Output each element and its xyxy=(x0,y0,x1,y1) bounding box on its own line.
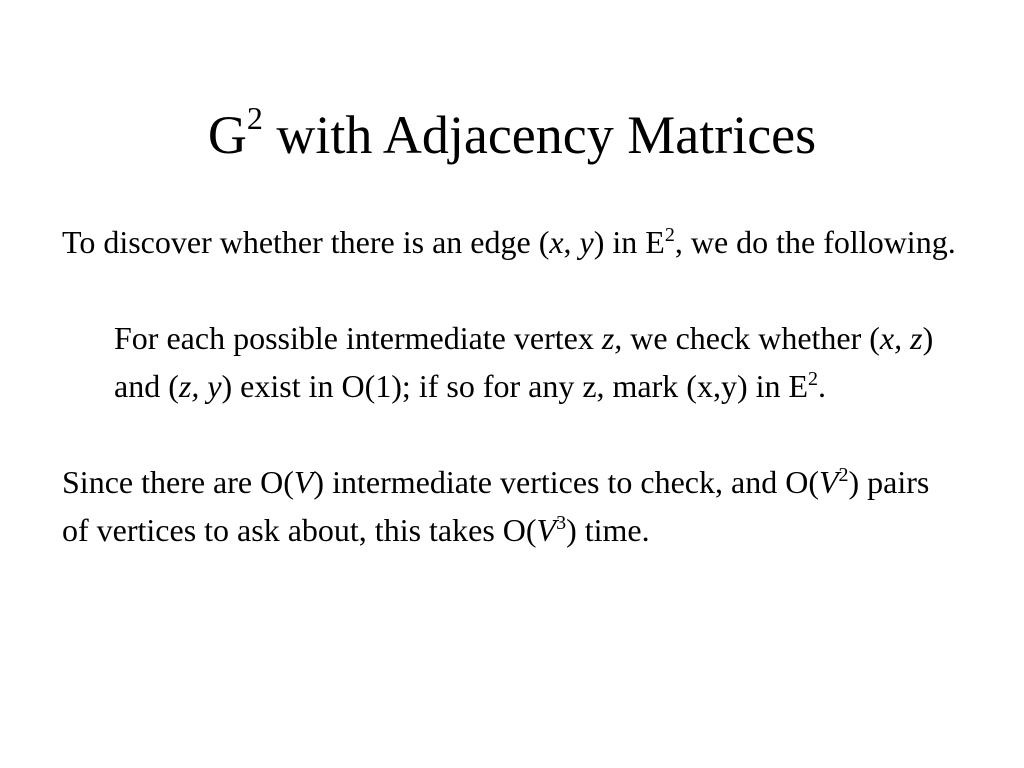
intro-text-2: , xyxy=(563,224,580,260)
paragraph-procedure xyxy=(62,314,962,410)
procedure-text-1: For each possible intermediate vertex xyxy=(114,320,602,356)
complexity-text-4: ) time. xyxy=(566,512,650,548)
paragraph-intro xyxy=(62,218,962,266)
complexity-superscript-3: 3 xyxy=(556,512,567,534)
intro-superscript: 2 xyxy=(664,224,675,246)
title-superscript: 2 xyxy=(246,100,263,136)
paragraph-complexity xyxy=(62,458,962,554)
procedure-text-4: ) exist in O(1); if so for any z, mark (x,y) in E xyxy=(221,368,809,404)
var-v2: V xyxy=(818,464,839,500)
slide-title xyxy=(0,102,1024,168)
complexity-text-1: Since there are O( xyxy=(62,464,294,500)
title-base: G xyxy=(207,105,247,165)
var-v3: V xyxy=(536,512,557,548)
procedure-text-5: . xyxy=(818,368,827,404)
var-zy: z, y xyxy=(178,368,222,404)
title-rest: with Adjacency Matrices xyxy=(262,105,817,165)
slide-body xyxy=(62,218,962,554)
intro-text-4: , we do the following. xyxy=(674,224,956,260)
complexity-text-3: ) pairs of vertices to ask about, this takes O( xyxy=(62,464,930,548)
var-x: x xyxy=(549,224,564,260)
var-v1: V xyxy=(293,464,314,500)
intro-text-3: ) in E xyxy=(593,224,665,260)
var-y: y xyxy=(579,224,594,260)
procedure-superscript: 2 xyxy=(808,368,819,390)
complexity-superscript-2: 2 xyxy=(838,464,849,486)
var-xz: x, z xyxy=(879,320,923,356)
var-z: z, xyxy=(601,320,623,356)
intro-text-1: To discover whether there is an edge ( xyxy=(62,224,550,260)
procedure-text-2: we check whether ( xyxy=(622,320,880,356)
complexity-text-2: ) intermediate vertices to check, and O( xyxy=(313,464,819,500)
procedure-text-3: ) and ( xyxy=(114,320,934,404)
